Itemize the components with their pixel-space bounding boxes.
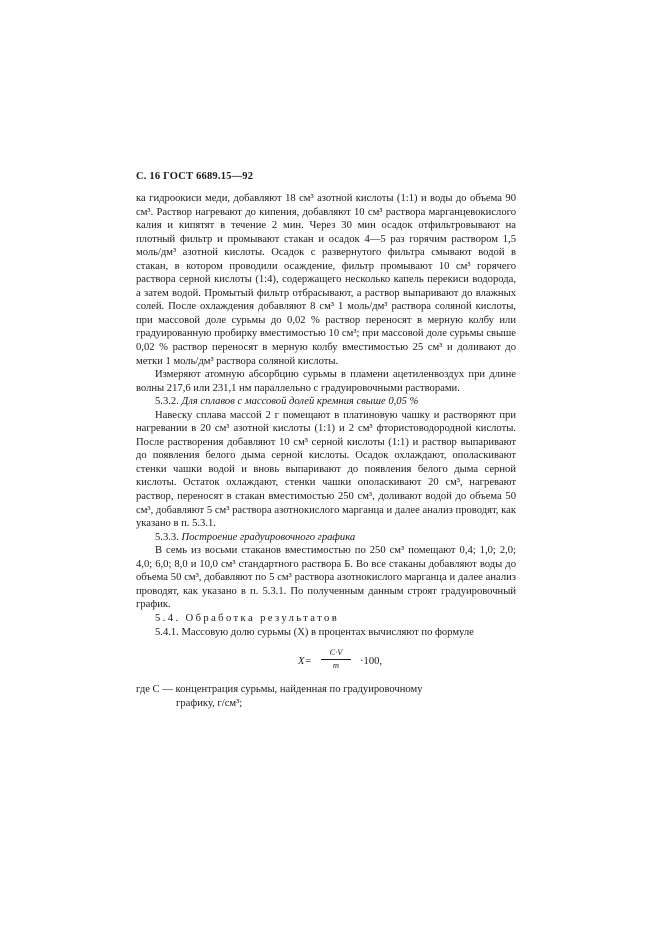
section-title: Построение градуировочного графика [181, 531, 356, 543]
section-5-3-2-text [155, 396, 418, 407]
section-title: Для сплавов с массовой долей кремния свыше 0,05 % [181, 396, 419, 408]
page-header: С. 16 ГОСТ 6689.15—92 [136, 171, 254, 182]
paragraph-calibration: В семь из восьми стаканов вместимостью по 250 см³ помещают 0,4; 1,0; 2,0; 4,0; 6,0; 8,0 и 10,0 см³ стандартного раствора Б. Во все стаканы добавляют воды до объема 50 см³, добавляют по 5 см³ раствора азотнокислого марганца и далее анализ проводят, как указано в п. 5.3.1. По полученным данным строят градуировочный график. [136, 545, 516, 611]
paragraph-5-4-1: 5.4.1. Массовую долю сурьмы (X) в процентах вычисляют по формуле [155, 626, 474, 638]
paragraph-measurement: Измеряют атомную абсорбцию сурьмы в пламени ацетиленвоздух при длине волны 217,6 или 231,1 нм параллельно с градуировочными растворами. [136, 369, 516, 394]
section-5-3-3-heading [136, 531, 516, 545]
formula-numerator: C·V [321, 647, 351, 660]
paragraph-continuation: ка гидроокиси меди, добавляют 18 см³ азотной кислоты (1:1) и воды до объема 90 см³. Раствор нагревают до кипения, добавляют 10 см³ раствора марганцевокислого калия и кипятят в течение 2 мин. Через 30 мин осадок отфильтровывают на плотный фильтр и промывают стакан и осадок 4—5 раз горячим раствором 1,5 моль/дм³ азотной кислоты. Осадок с развернутого фильтра смывают водой в стакан, в котором проводили осаждение, фильтр промывают 10 см³ горячего раствора серной кислоты (1:4), содержащего несколько капель перекиси водорода, а затем водой. Промытый фильтр отбрасывают, а раствор выпаривают до влажных солей. После охлаждения добавляют 8 см³ 1 моль/дм³ раствора соляной кислоты, при массовой доле сурьмы до 0,02 % раствор переносят в мерную колбу или градуированную пробирку вместимостью 10 см³; при массовой доле сурьмы свыше 0,02 % раствор переносят в мерную колбу вместимостью 25 см³ и доливают до метки 1 моль/дм³ раствора соляной кислоты. [136, 193, 516, 367]
section-number: 5.3.3. [155, 531, 182, 543]
where-clause-line-2: графику, г/см³; [176, 697, 243, 709]
where-clause-line-1: где C — концентрация сурьмы, найденная по градуировочному [136, 684, 423, 696]
paragraph-silicon-alloys: Навеску сплава массой 2 г помещают в платиновую чашку и растворяют при нагревании в 20 см³ азотной кислоты (1:1) и 2 см³ фтористоводородной кислоты. После растворения добавляют 10 см³ серной кислоты (1:1) и раствор выпаривают до появления белого дыма серной кислоты. Осадок охлаждают, ополаскивают стенки чашки водой и вновь выпаривают до появления белого дыма серной кислоты. Остаток охлаждают, стенки чашки ополаскивают 20 см³, нагревают раствор, переносят в стакан вместимостью 250 см³, доливают водой до объема 50 см³, добавляют 5 см³ раствора азотнокислого марганца и далее анализ проводят, как указано в п. 5.3.1. [136, 409, 516, 530]
section-5-3-2-heading [136, 395, 516, 409]
body-text [136, 192, 516, 710]
formula-fraction [321, 647, 351, 671]
formula [136, 647, 516, 677]
section-number: 5.3.2. [155, 396, 182, 408]
formula-denominator: m [332, 660, 340, 671]
formula-lhs: X= [298, 656, 312, 668]
section-5-4-heading: 5.4. Обработка результатов [155, 612, 340, 624]
formula-rhs: ·100, [360, 656, 383, 668]
